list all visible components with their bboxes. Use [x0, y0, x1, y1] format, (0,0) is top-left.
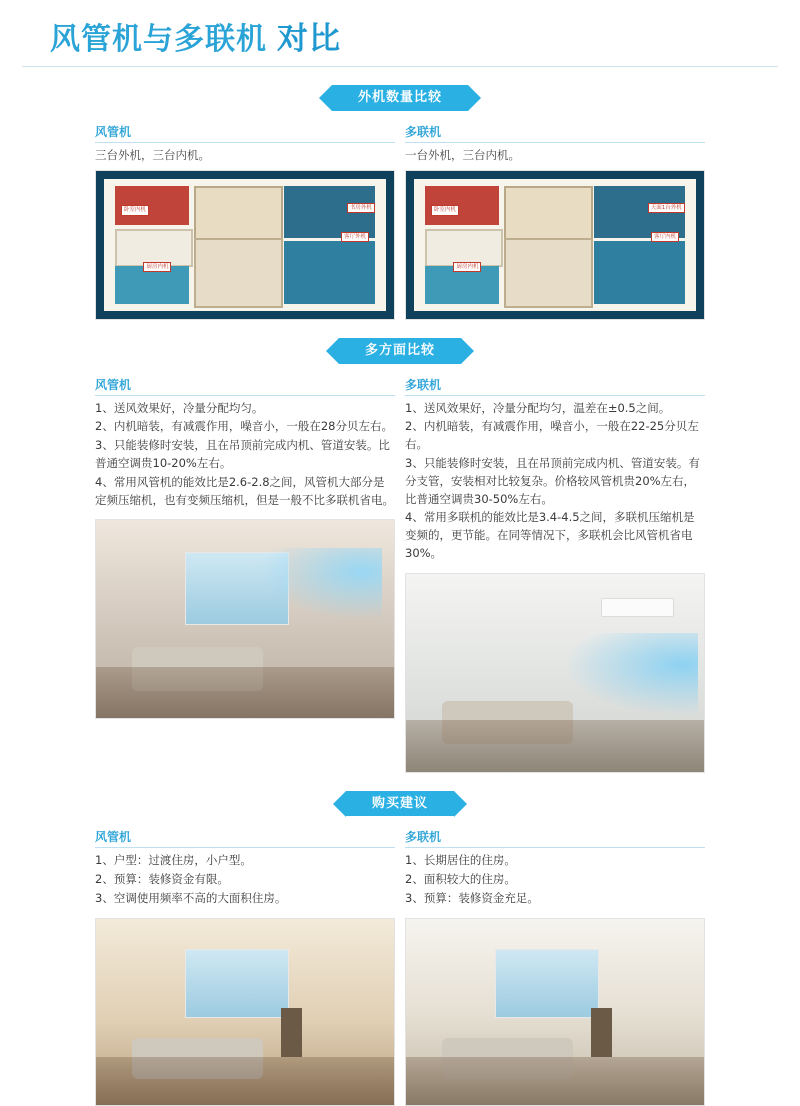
- window-shape-buy-duct: [185, 949, 288, 1018]
- page-title-accent: 对比: [277, 21, 341, 57]
- interior-photo-duct: [95, 519, 395, 719]
- floorplan-room-living-duct: [194, 186, 283, 240]
- section-3-left-column: [95, 826, 395, 1105]
- buy-photo-vrf: [405, 918, 705, 1106]
- window-shape-buy-vrf: [495, 949, 598, 1018]
- section-2-right-column: [405, 374, 705, 773]
- column-label-vrf-1: 多联机: [405, 123, 705, 143]
- ribbon-label-outdoor-count: 外机数量比较: [332, 85, 468, 111]
- floorplan-badge-3-duct: 客厅外机: [341, 232, 369, 242]
- column-label-vrf-3: 多联机: [405, 828, 705, 848]
- section-1-right-column: [405, 121, 705, 320]
- section-ribbon-3: [0, 791, 800, 817]
- list-item: 4、常用多联机的能效比是3.4-4.5之间，多联机压缩机是变频的，更节能。在同等情况下，多联机会比风管机省电30%。: [405, 510, 695, 561]
- floorplan-paper-vrf: [414, 179, 696, 311]
- list-item: 1、送风效果好，冷量分配均匀，温差在±0.5之间。: [405, 400, 671, 415]
- ribbon-label-multi-aspect: 多方面比较: [339, 338, 461, 364]
- floor-shape-buy-duct: [96, 1057, 394, 1105]
- floor-shape-buy-vrf: [406, 1057, 704, 1105]
- section-ribbon-1: [0, 85, 800, 111]
- floorplan-badge-3-vrf: 客厅内机: [651, 232, 679, 242]
- floorplan-badge-4-vrf: 厨房内机: [453, 262, 481, 272]
- floor-shape-duct: [96, 667, 394, 718]
- page-title: [50, 22, 778, 56]
- section-3-columns: [0, 826, 800, 1105]
- interior-photo-vrf: [405, 573, 705, 773]
- page-header: [22, 0, 778, 67]
- section-2-columns: [0, 374, 800, 773]
- list-item: 3、预算：装修资金充足。: [405, 891, 539, 906]
- floorplan-room-dining-vrf: [504, 238, 593, 308]
- floorplan-room-study-duct: [284, 241, 374, 304]
- floorplan-image-duct: [95, 170, 395, 320]
- list-item: 3、只能装修时安装，且在吊顶前完成内机、管道安装。有分支管，安装相对比较复杂。价格较风管机贵20%左右，比普通空调贵30-50%左右。: [405, 455, 700, 506]
- floorplan-room-study-vrf: [594, 241, 684, 304]
- floor-shape-vrf: [406, 720, 704, 771]
- section-3-right-column: [405, 826, 705, 1105]
- floorplan-room-dining-duct: [194, 238, 283, 308]
- points-list-duct-2: [95, 400, 395, 510]
- floorplan-image-vrf: [405, 170, 705, 320]
- buy-photo-duct: [95, 918, 395, 1106]
- floorplan-room-living-vrf: [504, 186, 593, 240]
- section-1-columns: [0, 121, 800, 320]
- list-item: 3、空调使用频率不高的大面积住房。: [95, 891, 287, 906]
- section-ribbon-2: [0, 338, 800, 364]
- list-item: 2、面积较大的住房。: [405, 872, 516, 887]
- list-item: 1、长期居住的住房。: [405, 853, 516, 868]
- airflow-graphic-vrf: [543, 633, 698, 724]
- floorplan-badge-1-duct: 卧室内机: [121, 205, 149, 215]
- points-list-vrf-2: [405, 400, 705, 563]
- column-label-duct-1: 风管机: [95, 123, 395, 143]
- floorplan-badge-2-vrf: 天面1台外机: [648, 203, 685, 213]
- column-label-duct-2: 风管机: [95, 376, 395, 396]
- ribbon-label-buying-advice: 购买建议: [346, 791, 454, 817]
- page-title-main: 风管机与多联机: [50, 22, 267, 57]
- list-item: 1、送风效果好，冷量分配均匀。: [95, 400, 264, 415]
- column-label-vrf-2: 多联机: [405, 376, 705, 396]
- lamp-shape-buy-duct: [281, 1008, 302, 1056]
- column-sub-vrf-1: 一台外机，三台内机。: [405, 147, 520, 162]
- section-2-left-column: [95, 374, 395, 773]
- list-item: 2、预算：装修资金有限。: [95, 872, 229, 887]
- floorplan-badge-4-duct: 厨房内机: [143, 262, 171, 272]
- list-item: 3、只能装修时安装，且在吊顶前完成内机、管道安装。比普通空调贵10-20%左右。: [95, 438, 390, 470]
- lamp-shape-buy-vrf: [591, 1008, 612, 1056]
- ac-indoor-unit-shape-vrf: [601, 598, 675, 618]
- list-item: 1、户型：过渡住房，小户型。: [95, 853, 252, 868]
- floorplan-badge-2-duct: 书房外机: [347, 203, 375, 213]
- window-shape-duct: [185, 552, 288, 625]
- list-item: 2、内机暗装，有减震作用，噪音小，一般在28分贝左右。: [95, 419, 393, 434]
- floorplan-badge-1-vrf: 卧室内机: [431, 205, 459, 215]
- list-item: 2、内机暗装，有减震作用，噪音小，一般在22-25分贝左右。: [405, 419, 699, 452]
- list-item: 4、常用风管机的能效比是2.6-2.8之间，风管机大部分是定频压缩机，也有变频压缩机，但是一般不比多联机省电。: [95, 474, 394, 507]
- section-1-left-column: [95, 121, 395, 320]
- column-label-duct-3: 风管机: [95, 828, 395, 848]
- column-sub-duct-1: 三台外机，三台内机。: [95, 147, 210, 162]
- points-list-vrf-3: [405, 852, 705, 907]
- floorplan-paper-duct: [104, 179, 386, 311]
- points-list-duct-3: [95, 852, 395, 907]
